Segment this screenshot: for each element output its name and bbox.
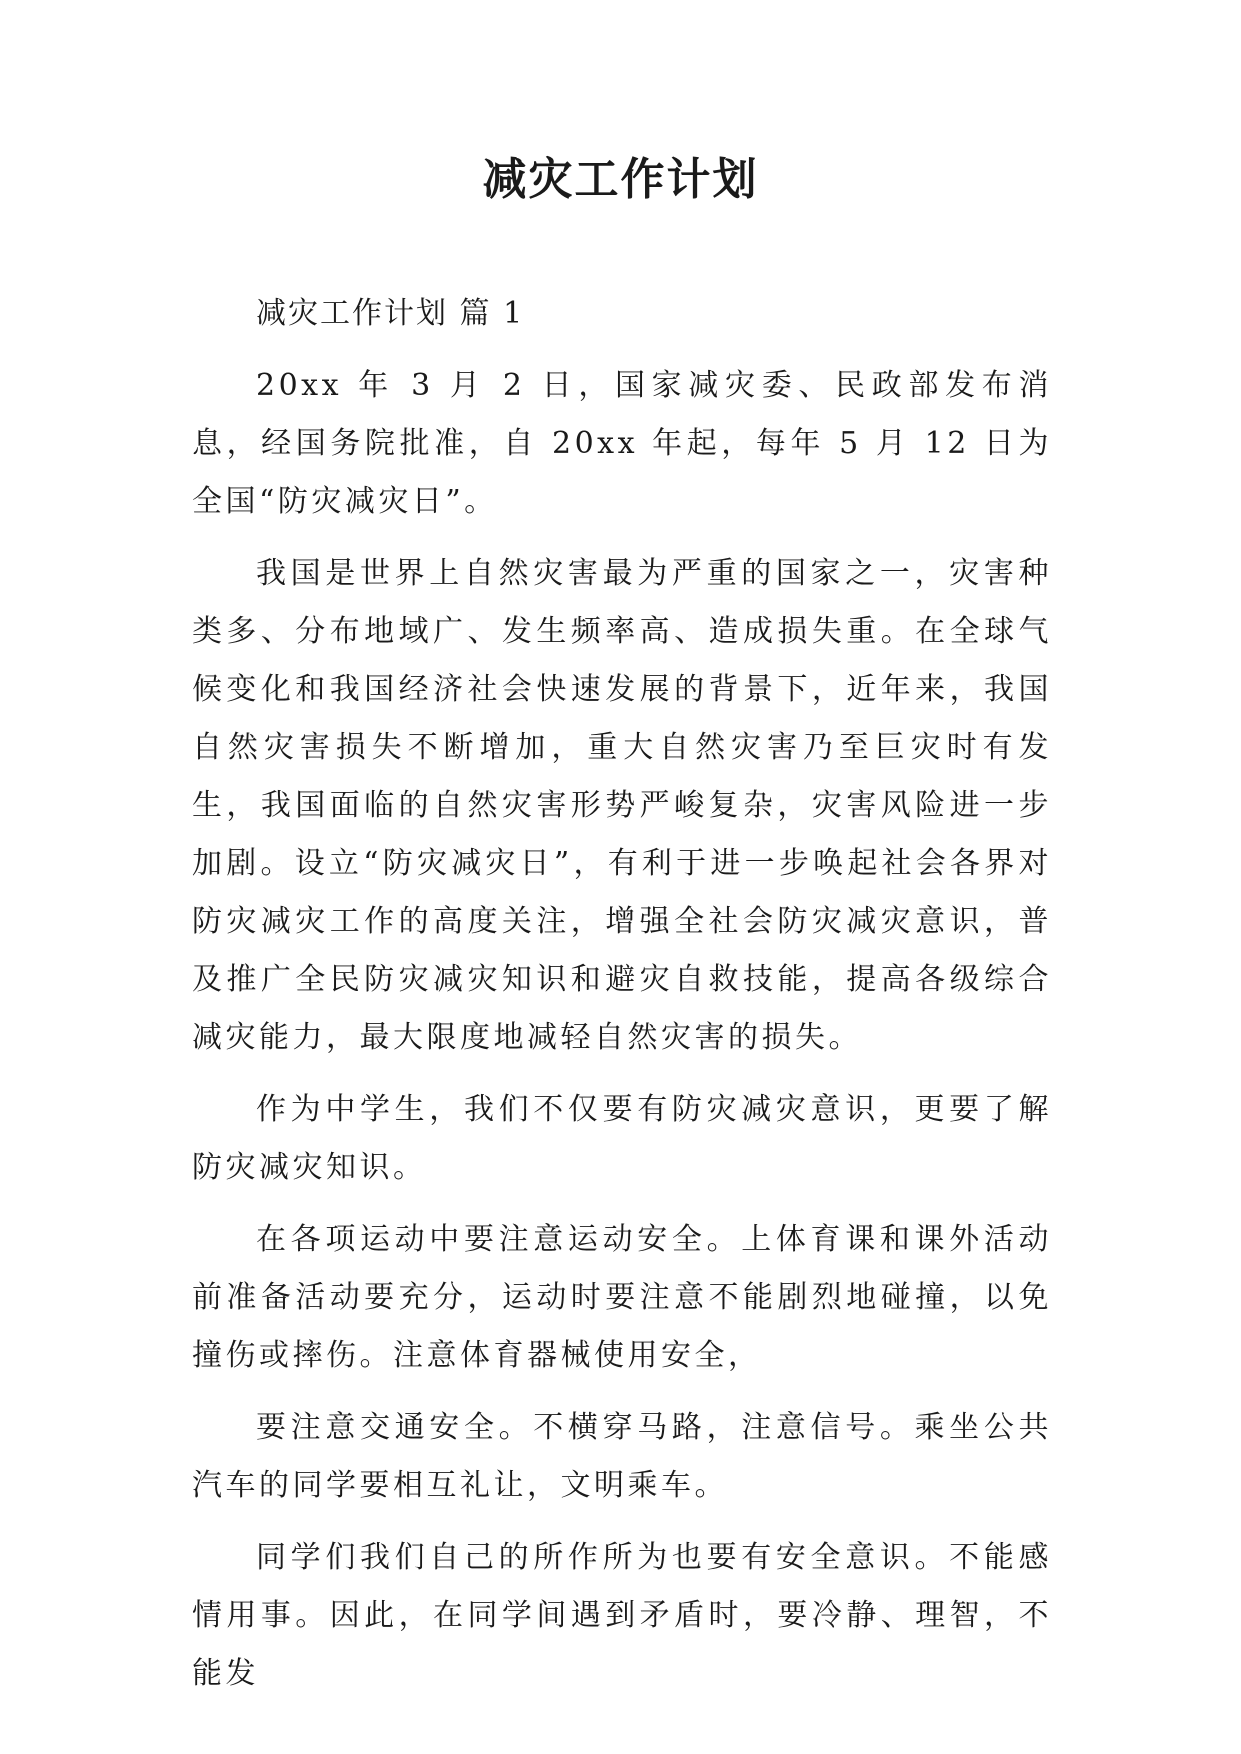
paragraph: 作为中学生，我们不仅要有防灾减灾意识，更要了解防灾减灾知识。 bbox=[192, 1092, 1052, 1185]
document-title: 减灾工作计划 bbox=[482, 154, 759, 205]
document-body bbox=[192, 285, 1052, 1717]
paragraph: 我国是世界上自然灾害最为严重的国家之一，灾害种类多、分布地域广、发生频率高、造成损失重。在全球气候变化和我国经济社会快速发展的背景下，近年来，我国自然灾害损失不断增加，重大自然灾害乃至巨灾时有发生，我国面临的自然灾害形势严峻复杂，灾害风险进一步加剧。设立“防灾减灾日”，有利于进一步唤起社会各界对防灾减灾工作的高度关注，增强全社会防灾减灾意识，普及推广全民防灾减灾知识和避灾自救技能，提高各级综合减灾能力，最大限度地减轻自然灾害的损失。 bbox=[192, 556, 1052, 1055]
paragraph: 在各项运动中要注意运动安全。上体育课和课外活动前准备活动要充分，运动时要注意不能剧烈地碰撞，以免撞伤或摔伤。注意体育器械使用安全， bbox=[192, 1222, 1052, 1373]
section-heading: 减灾工作计划 篇 1 bbox=[256, 296, 525, 331]
paragraph: 要注意交通安全。不横穿马路，注意信号。乘坐公共汽车的同学要相互礼让，文明乘车。 bbox=[192, 1410, 1052, 1503]
paragraph: 同学们我们自己的所作所为也要有安全意识。不能感情用事。因此，在同学间遇到矛盾时，要冷静、理智，不能发 bbox=[192, 1540, 1052, 1691]
paragraph: 20xx 年 3 月 2 日，国家减灾委、民政部发布消息，经国务院批准，自 20xx 年起，每年 5 月 12 日为全国“防灾减灾日”。 bbox=[192, 368, 1052, 519]
